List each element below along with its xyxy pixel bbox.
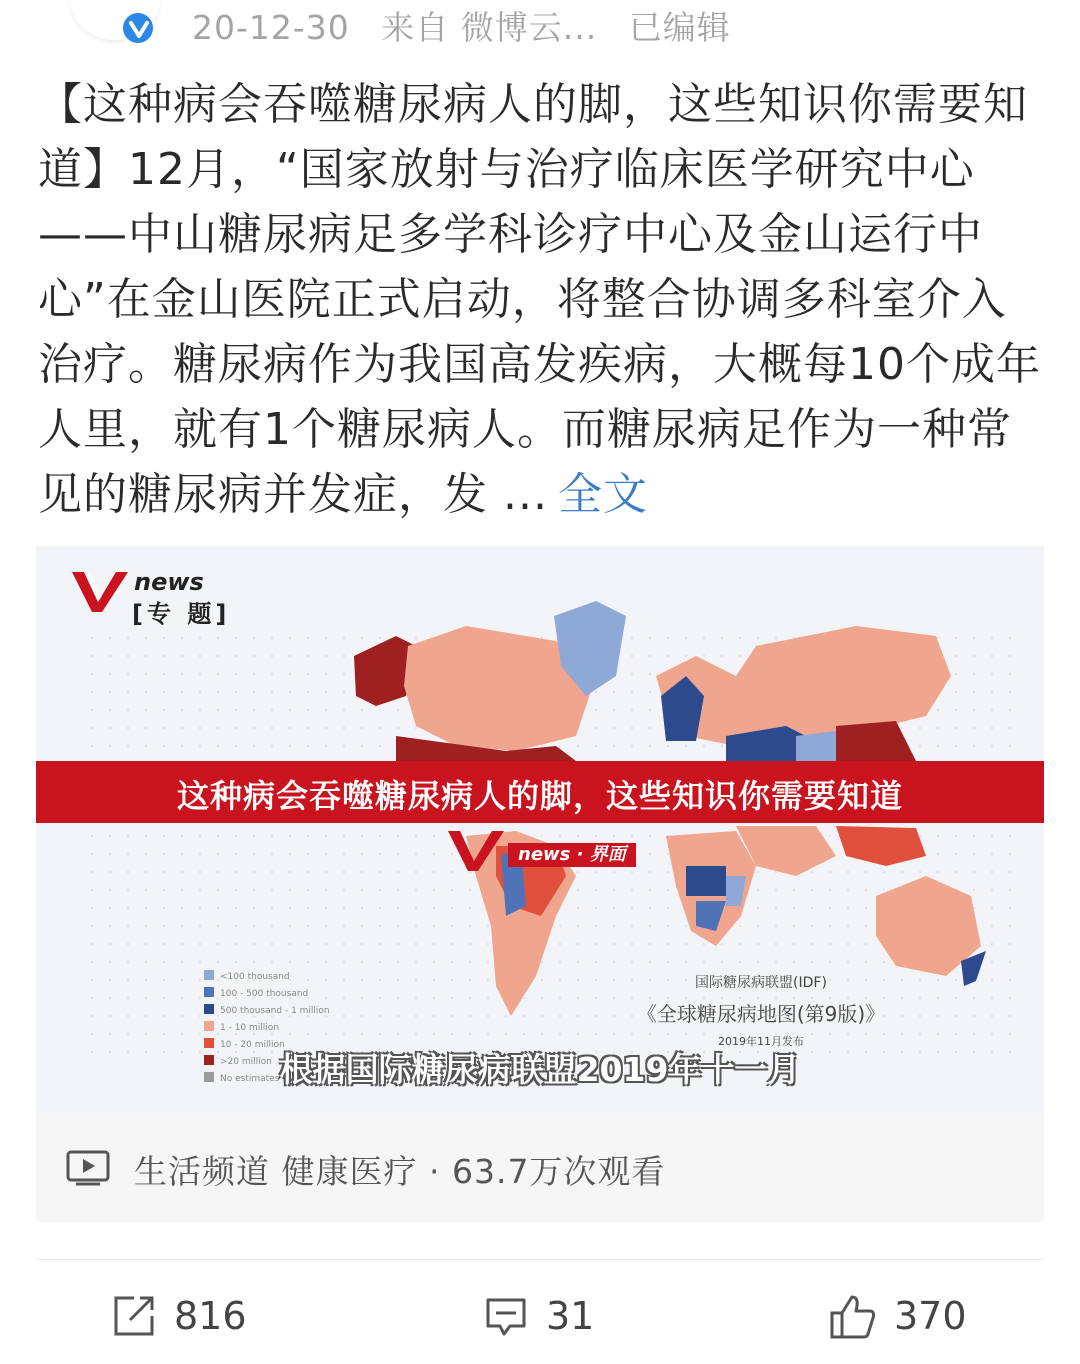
full-text-link[interactable]: 全文 (557, 469, 648, 520)
video-subtitle: 根据国际糖尿病联盟2019年十一月 (279, 1050, 801, 1089)
legend-swatch (204, 1021, 214, 1031)
comment-button[interactable] (484, 1288, 594, 1344)
vnews-logo-icon (70, 566, 132, 616)
video-play-icon (66, 1150, 110, 1186)
edited-label[interactable]: 已编辑 (628, 8, 731, 47)
post-source[interactable]: 来自 微博云... (381, 8, 598, 47)
post-date: 20-12-30 (192, 8, 350, 47)
legend-swatch (204, 987, 214, 997)
thumbs-up-icon (828, 1293, 876, 1339)
brand-badge (446, 831, 636, 875)
video-player[interactable] (36, 546, 1044, 1112)
logo-news-text: news (134, 568, 204, 596)
caption-org: 国际糖尿病联盟(IDF) (695, 975, 827, 991)
channel-label: 生活频道 健康医疗 · 63.7万次观看 (134, 1152, 666, 1191)
video-channel-info[interactable] (36, 1112, 1044, 1222)
map-caption (596, 972, 926, 1049)
post-body: 【这种病会吞噬糖尿病人的脚，这些知识你需要知道】12月，“国家放射与治疗临床医学研究中心——中山糖尿病足多学科诊疗中心及金山运行中心”在金山医院正式启动，将整合协调多科室介入治疗。糖尿病作为我国高发疾病，大概每10个成年人里，就有1个糖尿病人。而糖尿病足作为一种常见的糖尿病并发症，发 ... (38, 79, 1041, 520)
legend-item: 1 - 10 million (204, 1021, 330, 1038)
video-title: 这种病会吞噬糖尿病人的脚，这些知识你需要知道 (176, 777, 903, 815)
legend-swatch (204, 1004, 214, 1014)
post-header (0, 0, 1080, 50)
caption-date: 2019年11月发布 (718, 1035, 804, 1048)
like-button[interactable] (828, 1288, 967, 1344)
video-title-banner (36, 761, 1044, 823)
comment-icon (484, 1294, 528, 1338)
verified-badge-icon (120, 10, 156, 46)
logo-topic-text: [专 题] (132, 600, 231, 628)
legend-item: 10 - 20 million (204, 1038, 330, 1055)
legend-item: <100 thousand (204, 970, 330, 987)
repost-count: 816 (174, 1294, 247, 1338)
like-count: 370 (894, 1294, 967, 1338)
repost-button[interactable] (112, 1288, 247, 1344)
repost-icon (112, 1294, 156, 1338)
legend-item: No estimates (204, 1072, 330, 1089)
legend-item: 500 thousand - 1 million (204, 1004, 330, 1021)
legend-item: >20 million (204, 1055, 330, 1072)
vnews-badge-icon (446, 825, 508, 875)
caption-title: 《全球糖尿病地图(第9版)》 (636, 1002, 886, 1026)
legend-item: 100 - 500 thousand (204, 987, 330, 1004)
post-text (38, 72, 1048, 527)
comment-count: 31 (546, 1294, 595, 1338)
divider (36, 1259, 1044, 1260)
legend-swatch (204, 970, 214, 980)
brand-label: news · 界面 (508, 843, 636, 867)
post-meta (192, 2, 751, 49)
